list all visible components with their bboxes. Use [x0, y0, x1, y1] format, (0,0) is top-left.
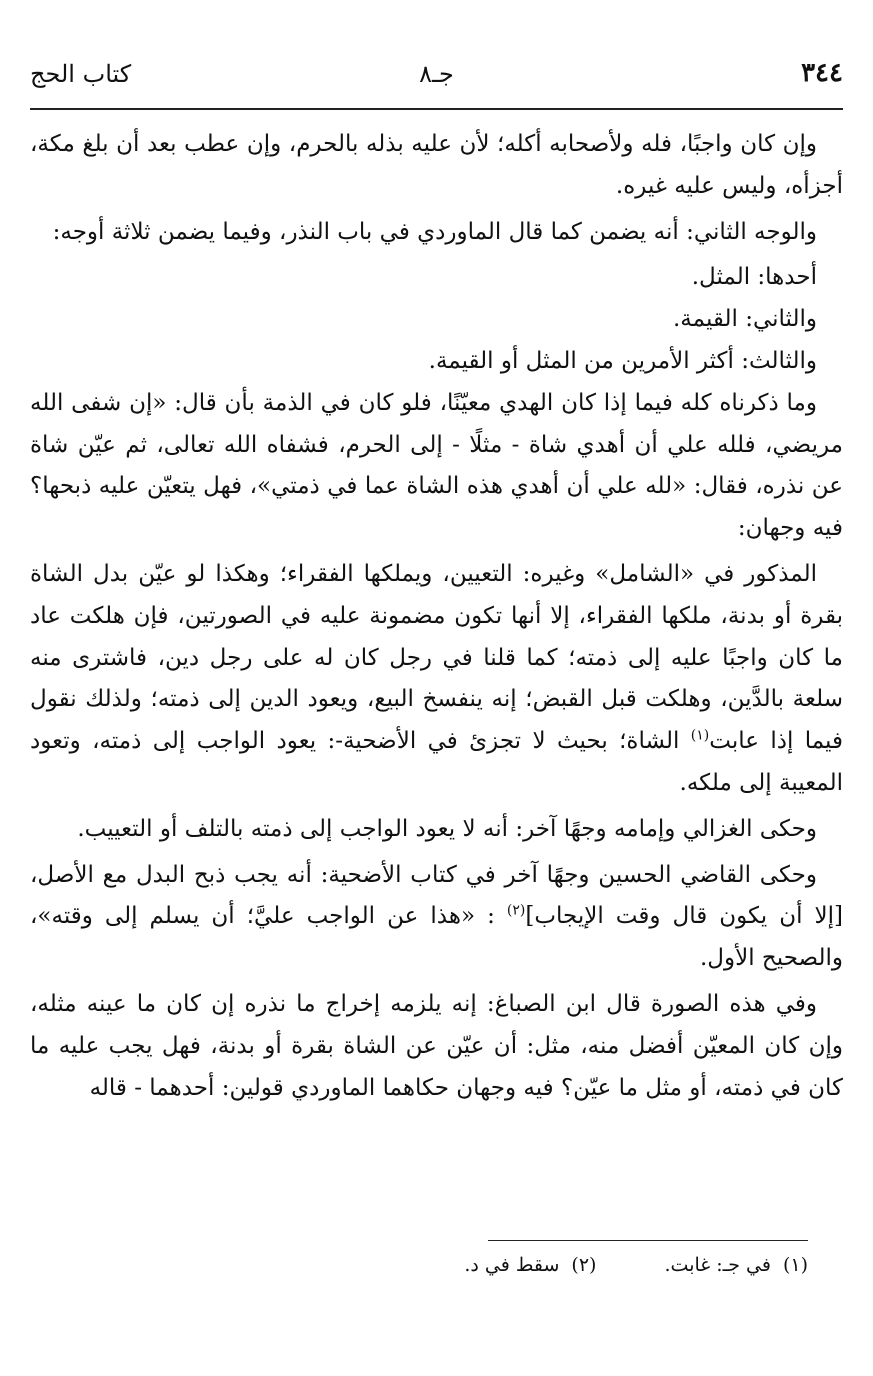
paragraph-8: وحكى الغزالي وإمامه وجهًا آخر: أنه لا يعود الواجب إلى ذمته بالتلف أو التعييب.	[77, 815, 817, 842]
footnote-2-mark: (٢)	[571, 1254, 597, 1276]
footnotes	[402, 1250, 808, 1280]
paragraph-7-text-b: الشاة؛ بحيث لا تجزئ في الأضحية-: يعود الواجب إلى ذمته، وتعود المعيبة إلى ملكه.	[30, 728, 843, 796]
paragraph-7	[30, 554, 843, 805]
paragraph-7-text-a: المذكور في «الشامل» وغيره: التعيين، ويملكها الفقراء؛ وهكذا لو عيّن بدل الشاة بقرة أو بدنة، ملكها الفقراء، إلا أنها تكون مضمونة عليه في الصورتين، فإن هلكت عاد ما كان واجبًا عليه إلى ذمته؛ كما قلنا في رجل كان له على رجل دين، فاشترى منه سلعة بالدَّين، وهلكت قبل القبض؛ إنه ينفسخ البيع، ويعود الدين إلى ذمته؛ ولذلك نقول فيما إذا عابت	[30, 560, 843, 755]
footnote-ref-2[interactable]: (٢)	[506, 902, 526, 919]
paragraph-10: وفي هذه الصورة قال ابن الصباغ: إنه يلزمه إخراج ما نذره إن كان ما عينه مثله، وإن كان المعيّن أفضل منه، مثل: أن عيّن عن الشاة بقرة أو بدنة، فهل يجب عليه ما كان في ذمته، أو مثل ما عيّن؟ فيه وجهان حكاهما الماوردي قولين: أحدهما - قاله	[30, 990, 843, 1101]
footnote-2	[464, 1250, 596, 1280]
header-divider	[30, 108, 843, 110]
page-number: ٣٤٤	[801, 58, 843, 88]
footnote-divider	[488, 1240, 808, 1241]
paragraph-9-text-b: : «هذا عن الواجب عليَّ؛ أن يسلم إلى وقته»، والصحيح الأول.	[30, 903, 843, 972]
footnote-1	[665, 1250, 808, 1280]
paragraph-2: والوجه الثاني: أنه يضمن كما قال الماوردي في باب النذر، وفيما يضمن ثلاثة أوجه:	[52, 218, 817, 245]
volume-label: جـ٨	[419, 60, 454, 88]
paragraph-4: والثاني: القيمة.	[673, 306, 817, 333]
footnote-2-text: سقط في د.	[464, 1254, 560, 1276]
footnote-1-text: في جـ: غابت.	[664, 1254, 771, 1276]
paragraph-1: وإن كان واجبًا، فله ولأصحابه أكله؛ لأن عليه بذله بالحرم، وإن عطب بعد أن بلغ مكة، أجزأه، وليس عليه غيره.	[30, 131, 843, 199]
paragraph-5: والثالث: أكثر الأمرين من المثل أو القيمة.	[428, 347, 817, 374]
paragraph-9-text-a: وحكى القاضي الحسين وجهًا آخر في كتاب الأضحية: أنه يجب ذبح البدل مع الأصل، [إلا أن يكون قال وقت الإيجاب]	[30, 861, 843, 930]
paragraph-6: وما ذكرناه كله فيما إذا كان الهدي معيّنًا، فلو كان في الذمة بأن قال: «إن شفى الله مريضي، فلله علي أن أهدي شاة - مثلًا - إلى الحرم، فشفاه الله تعالى، ثم عيّن شاة عن نذره، فقال: «لله علي أن أهدي هذه الشاة عما في ذمتي»، فهل يتعيّن عليه ذبحها؟ فيه وجهان:	[30, 389, 843, 542]
footnote-ref-1[interactable]: (١)	[690, 727, 710, 744]
main-text	[30, 124, 843, 1109]
book-title: كتاب الحج	[30, 60, 132, 88]
footnote-1-mark: (١)	[782, 1254, 808, 1276]
paragraph-9	[30, 855, 843, 980]
running-header	[30, 58, 843, 98]
paragraph-3: أحدها: المثل.	[691, 264, 817, 291]
